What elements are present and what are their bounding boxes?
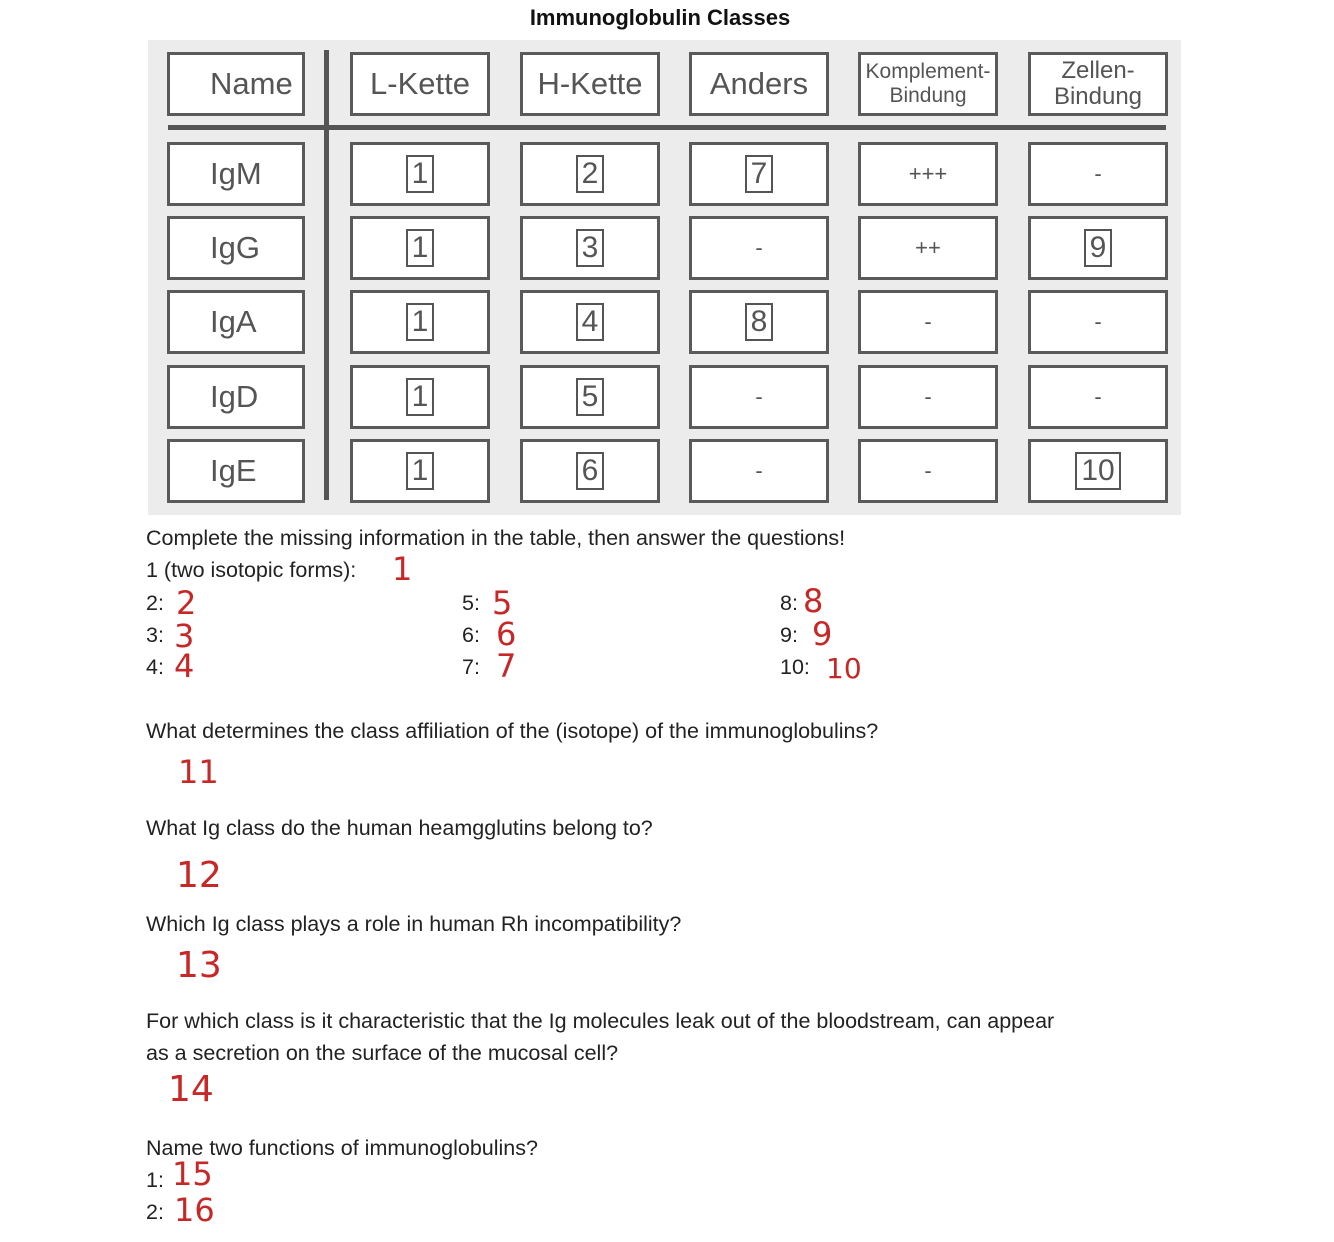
header-l-chain-label: L-Kette [370,66,470,101]
item-answer: 8 [803,582,824,620]
other-value: - [755,458,763,483]
item-label: 3: [146,623,164,647]
item-answer: 3 [174,617,195,655]
header-name-label: Name [210,66,293,101]
table-cell-other [689,142,829,206]
h-value: 5 [576,378,605,416]
header-cell-binding [1028,52,1168,116]
sub-item-label: 1: [146,1168,164,1192]
question-text: Name two functions of immunoglobulins? [146,1136,538,1160]
other-value: - [755,384,763,409]
table-cell-h [520,216,660,280]
item-label: 5: [462,591,480,615]
table-row-name [167,216,305,280]
table-cell-other [689,216,829,280]
other-value: 8 [745,303,774,341]
table-row-name [167,365,305,429]
item-answer: 5 [492,584,513,622]
table-cell-h [520,365,660,429]
item-1-answer: 1 [392,550,413,588]
complement-value: ++ [915,235,941,260]
question-answer: 12 [176,855,222,896]
table-row-name [167,439,305,503]
l-value: 1 [406,303,435,341]
table-row-name [167,290,305,354]
table-cell-l [350,439,490,503]
header-cell-line1: Zellen- [1061,57,1135,84]
header-h-chain [520,52,660,116]
h-value: 2 [576,155,605,193]
table-vertical-divider [324,50,329,500]
page-title: Immunoglobulin Classes [529,5,791,30]
table-cell-h [520,290,660,354]
row-name-label: IgE [210,453,257,488]
question-text: For which class is it characteristic that the Ig molecules leak out of the bloodstream, can appear [146,1009,1055,1033]
table-cell-other [689,439,829,503]
item-label: 6: [462,623,480,647]
sub-item-answer: 16 [174,1191,215,1229]
item-answer: 6 [496,615,517,653]
item-answer: 10 [826,652,862,685]
question-text: What determines the class affiliation of the (isotope) of the immunoglobulins? [146,719,879,743]
item-label: 2: [146,591,164,615]
table-cell-complement [858,142,998,206]
sub-item-answer: 15 [172,1155,213,1193]
question-answer: 14 [168,1069,214,1110]
item-label: 4: [146,655,164,679]
table-cell-cell-binding [1028,216,1168,280]
h-value: 6 [576,452,605,490]
other-value: 7 [745,155,774,193]
item-answer: 7 [496,647,517,685]
table-cell-l [350,142,490,206]
header-complement-line2: Bindung [889,84,967,107]
complement-value: - [924,458,932,483]
question-answer: 11 [178,753,219,791]
table-cell-l [350,290,490,354]
header-other-label: Anders [709,66,809,101]
table-row-name [167,142,305,206]
question-text: What Ig class do the human heamgglutins belong to? [146,816,653,840]
complement-value: - [924,309,932,334]
question-text: Which Ig class plays a role in human Rh incompatibility? [146,912,682,936]
h-value: 4 [576,303,605,341]
h-value: 3 [576,229,605,267]
table-cell-complement [858,365,998,429]
table-cell-h [520,142,660,206]
table-cell-complement [858,216,998,280]
l-value: 1 [406,378,435,416]
table-horizontal-divider [168,125,1166,130]
l-value: 1 [406,155,435,193]
complement-value: - [924,384,932,409]
cell-binding-value: 9 [1084,229,1113,267]
header-l-chain [350,52,490,116]
item-1-label: 1 (two isotopic forms): [146,558,357,582]
l-value: 1 [406,452,435,490]
item-label: 7: [462,655,480,679]
table-cell-other [689,290,829,354]
item-label: 9: [780,623,798,647]
question-text-continued: as a secretion on the surface of the mucosal cell? [146,1041,619,1065]
cell-binding-value: - [1094,161,1102,186]
l-value: 1 [406,229,435,267]
table-cell-other [689,365,829,429]
cell-binding-value: - [1094,309,1102,334]
table-cell-h [520,439,660,503]
row-name-label: IgM [210,156,262,191]
row-name-label: IgG [210,230,260,265]
table-cell-cell-binding [1028,290,1168,354]
header-cell-line2: Bindung [1053,83,1143,110]
row-name-label: IgA [210,304,257,339]
header-h-chain-label: H-Kette [537,66,643,101]
header-name [167,52,305,116]
complement-value: +++ [908,161,948,186]
item-label: 10: [780,655,810,679]
item-answer: 9 [812,615,833,653]
table-cell-l [350,216,490,280]
item-label: 8: [780,591,798,615]
table-cell-complement [858,439,998,503]
item-answer: 2 [176,584,197,622]
header-complement [858,52,998,116]
header-complement-line1: Komplement- [865,60,991,83]
table-cell-cell-binding [1028,142,1168,206]
row-name-label: IgD [210,379,259,414]
table-cell-cell-binding [1028,439,1168,503]
header-other [689,52,829,116]
table-cell-complement [858,290,998,354]
other-value: - [755,235,763,260]
cell-binding-value: - [1094,384,1102,409]
table-cell-cell-binding [1028,365,1168,429]
question-answer: 13 [176,945,222,986]
sub-item-label: 2: [146,1200,164,1224]
instructions: Complete the missing information in the table, then answer the questions! [146,526,846,550]
table-cell-l [350,365,490,429]
cell-binding-value: 10 [1075,452,1120,490]
item-answer: 4 [174,647,195,685]
